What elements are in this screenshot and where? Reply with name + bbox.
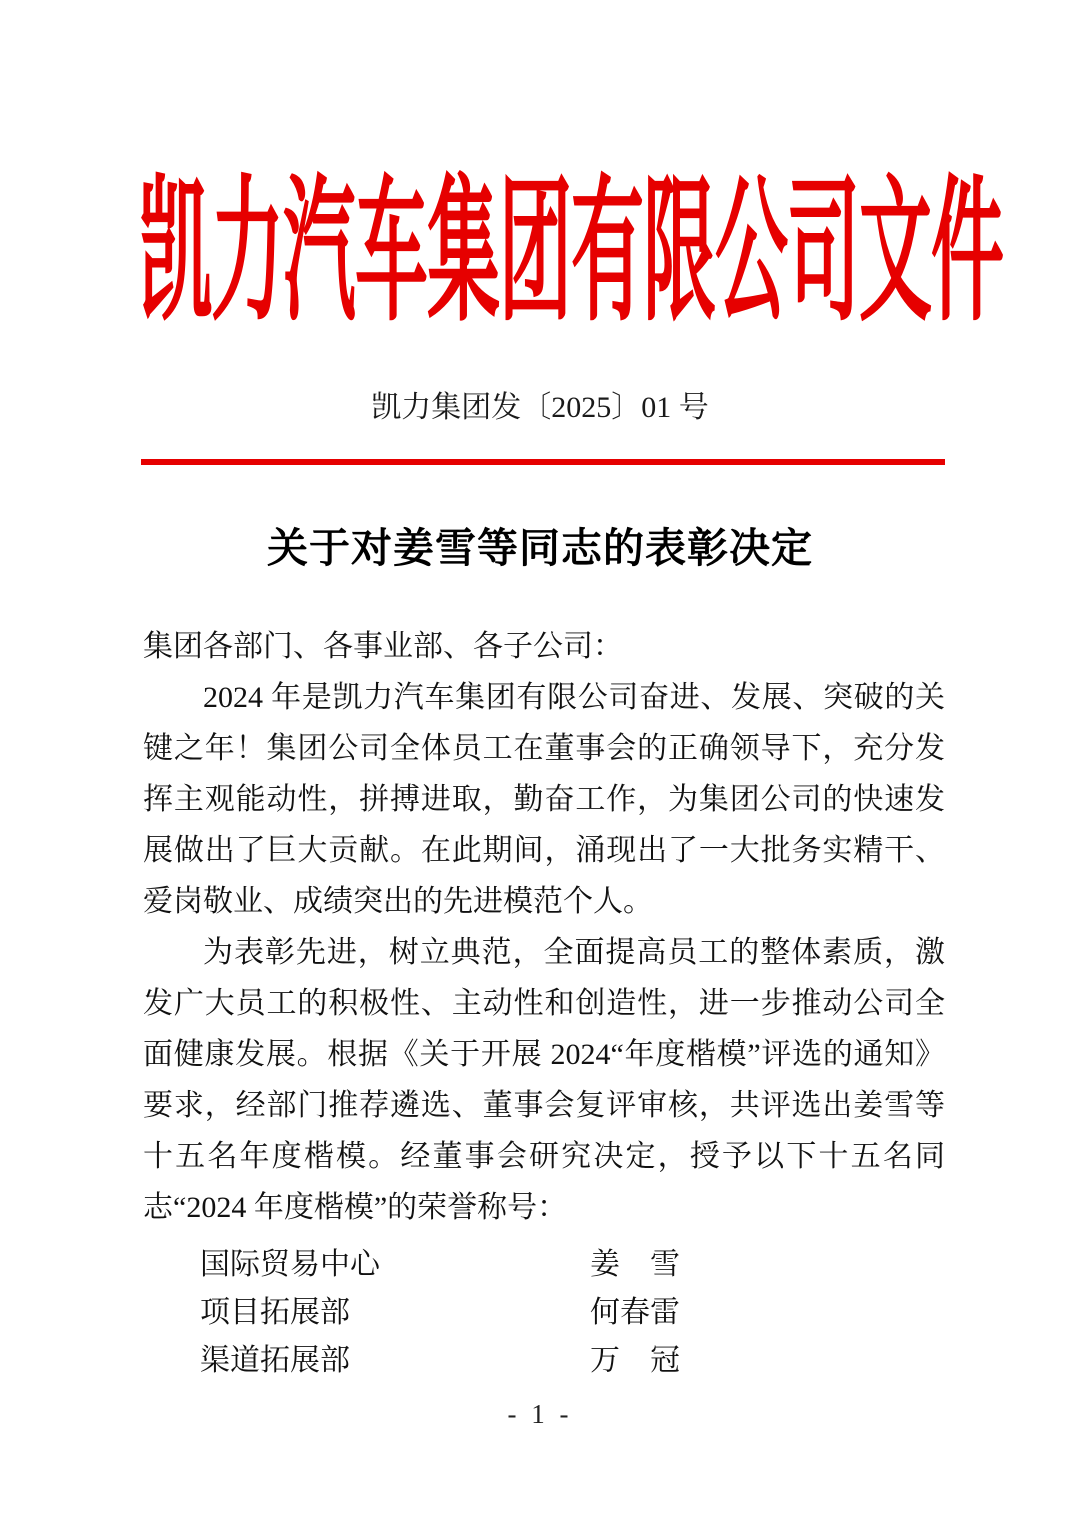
red-divider-line (141, 459, 945, 465)
awardee-department: 国际贸易中心 (200, 1248, 380, 1281)
document-title: 关于对姜雪等同志的表彰决定 (267, 525, 813, 571)
awardee-department: 项目拓展部 (200, 1296, 350, 1329)
awardee-name: 姜 雪 (590, 1248, 680, 1281)
document-body (143, 621, 945, 1233)
page-number: - 1 - (507, 1399, 573, 1429)
awardee-list (143, 1237, 945, 1381)
body-paragraph-1: 2024 年是凯力汽车集团有限公司奋进、发展、突破的关键之年！集团公司全体员工在董事会的正确领导下，充分发挥主观能动性，拼搏进取，勤奋工作，为集团公司的快速发展做出了巨大贡献。在此期间，涌现出了一大批务实精干、爱岗敬业、成绩突出的先进模范个人。 (143, 681, 945, 918)
salutation-line: 集团各部门、各事业部、各子公司： (143, 630, 623, 663)
document-number: 凯力集团发〔2025〕01 号 (371, 391, 709, 424)
awardee-name: 何春雷 (590, 1296, 680, 1329)
red-letterhead-title: 凯力汽车集团有限公司文件 (139, 165, 1003, 340)
awardee-row (143, 1237, 945, 1285)
awardee-name: 万 冠 (590, 1344, 680, 1377)
body-paragraph-2: 为表彰先进，树立典范，全面提高员工的整体素质，激发广大员工的积极性、主动性和创造性，进一步推动公司全面健康发展。根据《关于开展 2024“年度楷模”评选的通知》要求，经部门推荐遴选、董事会复评审核，共评选出姜雪等十五名年度楷模。经董事会研究决定，授予以下十五名同志“2024 年度楷模”的荣誉称号： (143, 936, 945, 1224)
awardee-row (143, 1285, 945, 1333)
awardee-department: 渠道拓展部 (200, 1344, 350, 1377)
awardee-row (143, 1333, 945, 1381)
